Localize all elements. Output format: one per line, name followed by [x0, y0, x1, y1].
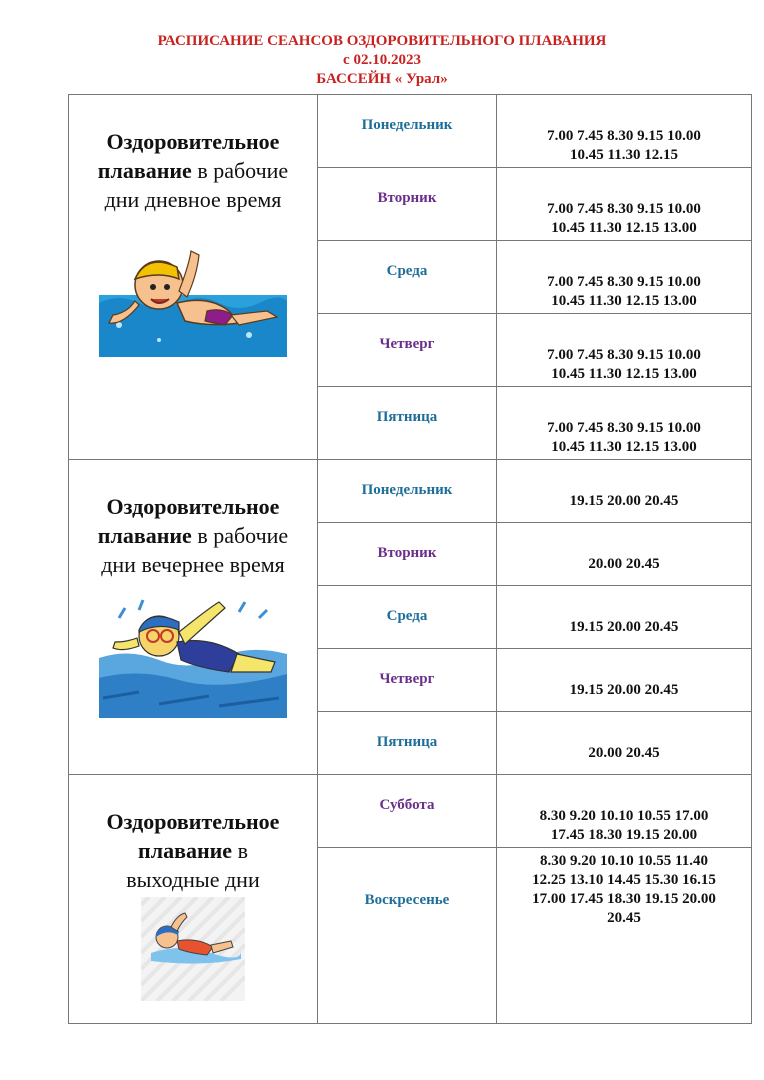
section-title: [0, 0, 1, 1]
times-line: 7.00 7.45 8.30 9.15 10.00: [547, 274, 701, 290]
day-label: Четверг: [379, 671, 435, 687]
times-cell: [497, 586, 752, 649]
schedule-table: [68, 94, 752, 1024]
times-line: 17.00 17.45 18.30 19.15 20.00: [532, 891, 716, 907]
day-cell: [318, 168, 497, 241]
times-line: 10.45 11.30 12.15 13.00: [551, 293, 697, 309]
times-line: 19.15 20.00 20.45: [569, 619, 679, 635]
times-line: 20.45: [607, 910, 641, 926]
day-cell: [318, 241, 497, 314]
category-title-line: в рабочие: [191, 523, 289, 548]
category-title-line: выходные дни: [126, 867, 260, 892]
category-title: [69, 95, 317, 214]
times-line: 20.00 20.45: [588, 556, 660, 572]
times-line: 7.00 7.45 8.30 9.15 10.00: [547, 201, 701, 217]
day-cell: [318, 712, 497, 775]
category-title-line: дни вечернее время: [101, 552, 285, 577]
times-line: 19.15 20.00 20.45: [569, 493, 679, 509]
swimming-kid-illustration: [141, 897, 245, 1001]
table-row: [69, 95, 752, 168]
swimming-girl-illustration: [99, 588, 287, 718]
times-line: 10.45 11.30 12.15: [570, 147, 678, 163]
day-cell: [318, 649, 497, 712]
times-cell: [497, 649, 752, 712]
times-cell: [497, 168, 752, 241]
category-title-line: плавание: [97, 523, 192, 548]
times-line: 7.00 7.45 8.30 9.15 10.00: [547, 128, 701, 144]
times-line: 8.30 9.20 10.10 10.55 17.00: [539, 808, 709, 824]
day-label: Вторник: [377, 190, 437, 206]
times-cell: [497, 460, 752, 523]
header-pool: БАССЕЙН « Урал»: [316, 71, 448, 87]
day-label: Воскресенье: [364, 892, 450, 908]
day-label: Суббота: [379, 797, 435, 813]
times-cell: [497, 314, 752, 387]
category-title-line: плавание: [138, 838, 233, 863]
day-cell: [318, 586, 497, 649]
category-title-line: дни дневное время: [104, 187, 282, 212]
category-title-line: плавание: [97, 158, 192, 183]
times-line: 19.15 20.00 20.45: [569, 682, 679, 698]
times-line: 20.00 20.45: [588, 745, 660, 761]
times-line: 17.45 18.30 19.15 20.00: [550, 827, 698, 843]
times-line: 7.00 7.45 8.30 9.15 10.00: [547, 347, 701, 363]
full-text-values: [0, 0, 1, 1]
day-label: Среда: [386, 263, 428, 279]
table-row: [69, 460, 752, 523]
day-cell: [318, 314, 497, 387]
category-title-line: Оздоровительное: [106, 494, 280, 519]
category-daytime: [69, 95, 318, 460]
day-cell: [318, 95, 497, 168]
table-row: [69, 775, 752, 848]
category-title-line: в рабочие: [191, 158, 289, 183]
category-title-line: Оздоровительное: [106, 809, 280, 834]
day-cell: [318, 848, 497, 1024]
times-cell: [497, 95, 752, 168]
day-label: Пятница: [376, 734, 438, 750]
header-date: с 02.10.2023: [343, 52, 421, 68]
day-label: Четверг: [379, 336, 435, 352]
times-line: 10.45 11.30 12.15 13.00: [551, 220, 697, 236]
times-cell: [497, 387, 752, 460]
day-cell: [318, 523, 497, 586]
times-cell: [497, 775, 752, 848]
day-label: Понедельник: [361, 117, 453, 133]
times-cell: [497, 523, 752, 586]
times-line: 12.25 13.10 14.45 15.30 16.15: [532, 872, 716, 888]
times-cell: [497, 241, 752, 314]
day-label: Пятница: [376, 409, 438, 425]
header-title: РАСПИСАНИЕ СЕАНСОВ ОЗДОРОВИТЕЛЬНОГО ПЛАВАНИЯ: [157, 33, 607, 49]
day-label: Вторник: [377, 545, 437, 561]
category-title: [69, 460, 317, 579]
times-cell: [497, 712, 752, 775]
times-line: 10.45 11.30 12.15 13.00: [551, 366, 697, 382]
day-cell: [318, 460, 497, 523]
category-weekend: [69, 775, 318, 1024]
day-cell: [318, 387, 497, 460]
category-title: [69, 775, 317, 894]
category-title-line: Оздоровительное: [106, 129, 280, 154]
day-label: Среда: [386, 608, 428, 624]
category-evening: [69, 460, 318, 775]
day-cell: [318, 775, 497, 848]
times-cell: [497, 848, 752, 1024]
swimming-boy-illustration: [99, 245, 287, 357]
times-line: 7.00 7.45 8.30 9.15 10.00: [547, 420, 701, 436]
times-line: 8.30 9.20 10.10 10.55 11.40: [540, 853, 708, 869]
schedule-header: [0, 32, 764, 89]
times-line: 10.45 11.30 12.15 13.00: [551, 439, 697, 455]
category-title-line: в: [232, 838, 248, 863]
day-label: Понедельник: [361, 482, 453, 498]
